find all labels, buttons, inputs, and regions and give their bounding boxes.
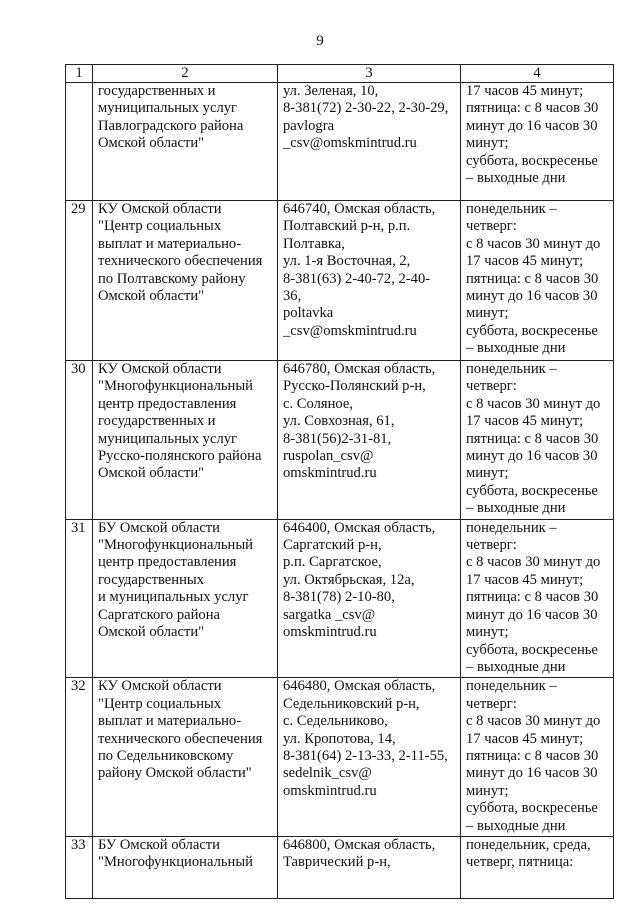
- organizations-table: [65, 64, 614, 899]
- organization-name: КУ Омской области "Многофункциональный центр предоставления государственных и муниципальных услуг Русско-полянского района Омской области": [93, 361, 278, 520]
- table-row: [66, 201, 614, 361]
- organization-address: 646400, Омская область, Саргатский р-н, р.п. Саргатское, ул. Октябрьская, 12а, 8-381(78) 2-10-80, sargatka _csv@ omskmintrud.ru: [278, 519, 461, 678]
- column-header-number: 1: [66, 65, 93, 83]
- work-schedule: 17 часов 45 минут; пятница: с 8 часов 30 минут до 16 часов 30 минут; суббота, воскресенье – выходные дни: [461, 83, 614, 201]
- row-number: [66, 83, 93, 201]
- work-schedule: понедельник – четверг: с 8 часов 30 минут до 17 часов 45 минут; пятница: с 8 часов 30 минут до 16 часов 30 минут; суббота, воскресенье – выходные дни: [461, 201, 614, 361]
- organization-address: ул. Зеленая, 10, 8-381(72) 2-30-22, 2-30-29, pavlogra _csv@omskmintrud.ru: [278, 83, 461, 201]
- organization-name: БУ Омской области "Многофункциональный центр предоставления государственных и муниципальных услуг Саргатского района Омской области": [93, 519, 278, 678]
- row-number: 31: [66, 519, 93, 678]
- organization-address: 646800, Омская область, Таврический р-н,: [278, 836, 461, 898]
- organization-address: 646780, Омская область, Русско-Полянский р-н, с. Соляное, ул. Совхозная, 61, 8-381(56)2-31-81, ruspolan_csv@ omskmintrud.ru: [278, 361, 461, 520]
- table-row: [66, 836, 614, 898]
- page-number: 9: [316, 33, 324, 49]
- organization-name: государственных и муниципальных услуг Павлоградского района Омской области": [93, 83, 278, 201]
- organization-address: 646480, Омская область, Седельниковский р-н, с. Седельниково, ул. Кропотова, 14, 8-381(64) 2-13-33, 2-11-55, sedelnik_csv@ omskmintrud.ru: [278, 678, 461, 837]
- organization-name: БУ Омской области "Многофункциональный: [93, 836, 278, 898]
- work-schedule: понедельник – четверг: с 8 часов 30 минут до 17 часов 45 минут; пятница: с 8 часов 30 минут до 16 часов 30 минут; суббота, воскресенье – выходные дни: [461, 678, 614, 837]
- column-header-address: 3: [278, 65, 461, 83]
- organization-name: КУ Омской области "Центр социальных выплат и материально- технического обеспечения по Седельниковскому району Омской области": [93, 678, 278, 837]
- table-row: [66, 83, 614, 201]
- work-schedule: понедельник, среда, четверг, пятница:: [461, 836, 614, 898]
- work-schedule: понедельник – четверг: с 8 часов 30 минут до 17 часов 45 минут; пятница: с 8 часов 30 минут до 16 часов 30 минут; суббота, воскресенье – выходные дни: [461, 519, 614, 678]
- organization-address: 646740, Омская область, Полтавский р-н, р.п. Полтавка, ул. 1-я Восточная, 2, 8-381(63) 2-40-72, 2-40- 36, poltavka _csv@omskmintrud.ru: [278, 201, 461, 361]
- table-row: [66, 678, 614, 837]
- column-header-schedule: 4: [461, 65, 614, 83]
- table-row: [66, 519, 614, 678]
- organization-name: КУ Омской области "Центр социальных выплат и материально- технического обеспечения по Полтавскому району Омской области": [93, 201, 278, 361]
- column-header-name: 2: [93, 65, 278, 83]
- table-header-row: [66, 65, 614, 83]
- work-schedule: понедельник – четверг: с 8 часов 30 минут до 17 часов 45 минут; пятница: с 8 часов 30 минут до 16 часов 30 минут; суббота, воскресенье – выходные дни: [461, 361, 614, 520]
- row-number: 30: [66, 361, 93, 520]
- row-number: 29: [66, 201, 93, 361]
- table-row: [66, 361, 614, 520]
- row-number: 33: [66, 836, 93, 898]
- row-number: 32: [66, 678, 93, 837]
